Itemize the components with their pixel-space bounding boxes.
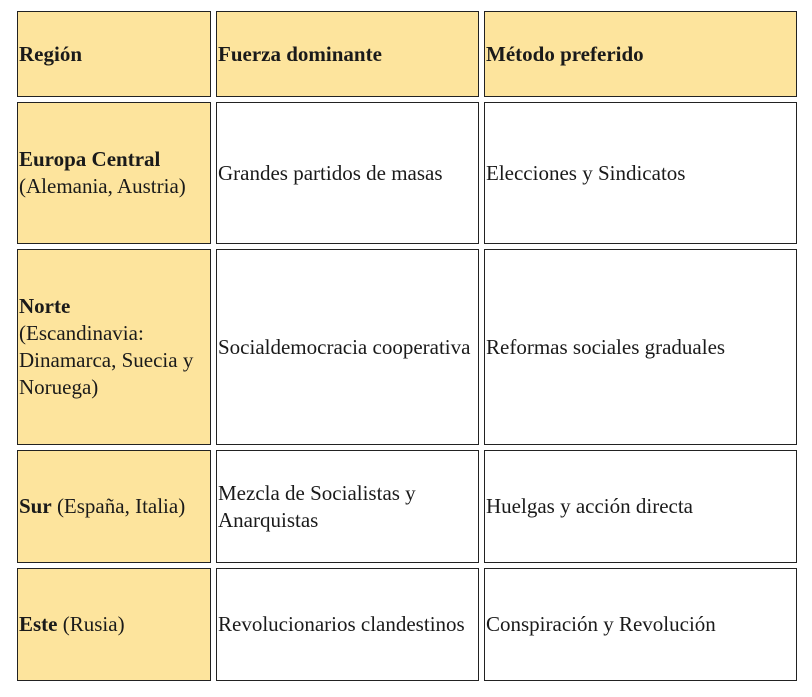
- fuerza-cell: Grandes partidos de masas: [216, 102, 479, 244]
- regions-table: [12, 6, 802, 686]
- fuerza-cell: Revolucionarios clandestinos: [216, 568, 479, 681]
- metodo-cell: Huelgas y acción directa: [484, 450, 797, 563]
- region-detail: (España, Italia): [56, 494, 186, 518]
- region-name: Europa Central: [19, 147, 161, 171]
- header-fuerza-dominante: Fuerza dominante: [216, 11, 479, 97]
- metodo-cell: Elecciones y Sindicatos: [484, 102, 797, 244]
- table-row: [17, 450, 797, 563]
- region-name: Norte: [19, 294, 71, 318]
- metodo-cell: Conspiración y Revolución: [484, 568, 797, 681]
- region-cell: [17, 450, 211, 563]
- fuerza-cell: Mezcla de Socialistas y Anarquistas: [216, 450, 479, 563]
- region-detail: (Alemania, Austria): [19, 174, 186, 198]
- table-row: [17, 102, 797, 244]
- table-header-row: [17, 11, 797, 97]
- table-row: [17, 568, 797, 681]
- header-metodo-preferido: Método preferido: [484, 11, 797, 97]
- region-name: Este: [19, 612, 58, 636]
- fuerza-cell: Socialdemocracia cooperativa: [216, 249, 479, 445]
- region-detail: (Escandinavia: Dinamarca, Suecia y Noruega): [19, 321, 194, 399]
- region-cell: [17, 249, 211, 445]
- header-region: Región: [17, 11, 211, 97]
- table-row: [17, 249, 797, 445]
- region-name: Sur: [19, 494, 52, 518]
- region-detail: (Rusia): [62, 612, 125, 636]
- region-cell: [17, 568, 211, 681]
- region-cell: [17, 102, 211, 244]
- metodo-cell: Reformas sociales graduales: [484, 249, 797, 445]
